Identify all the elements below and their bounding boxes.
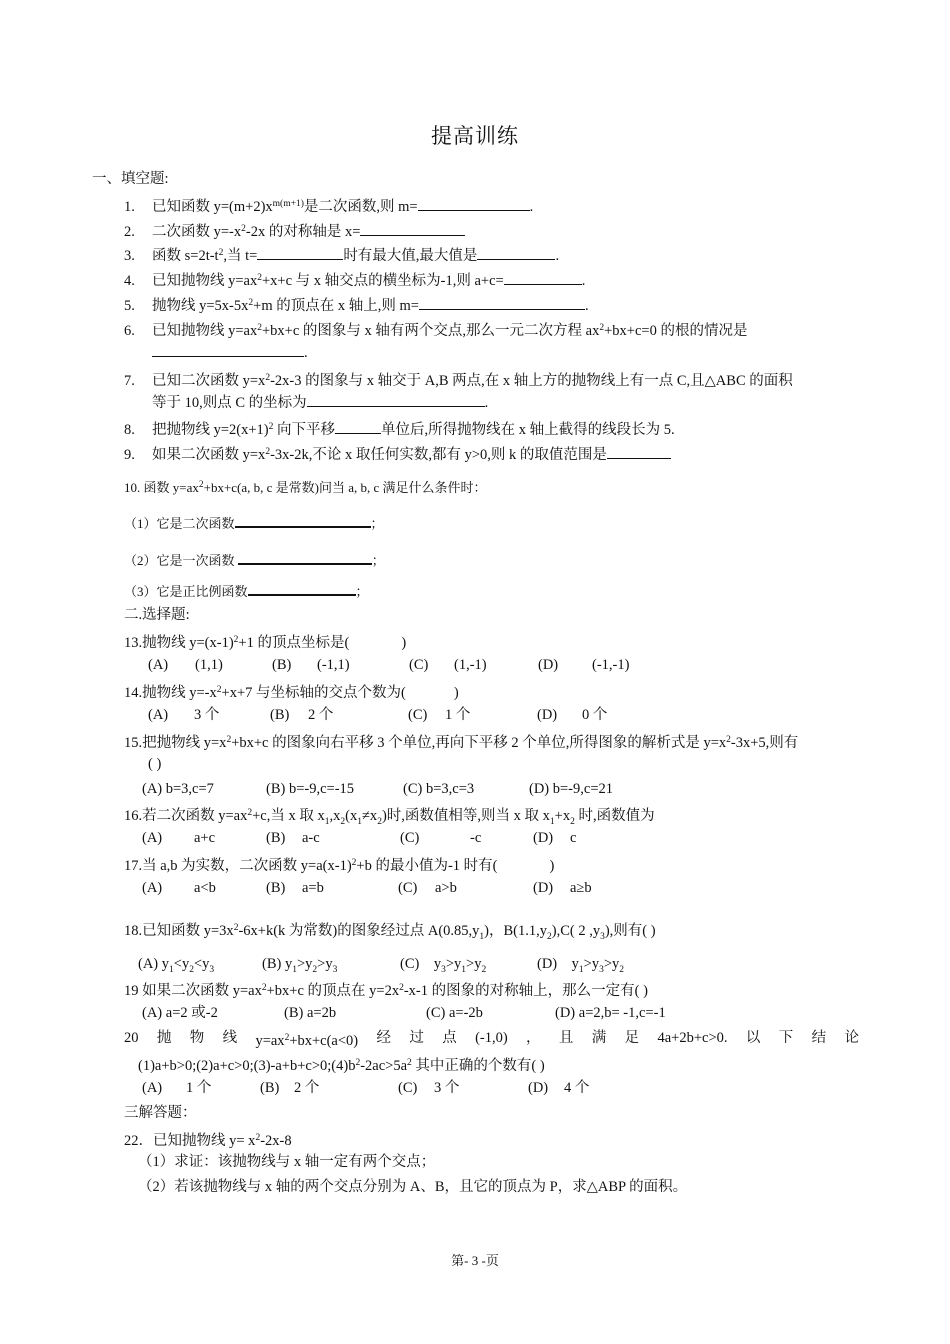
solve-question-22: 22．已知抛物线 $y= x^2-2x-8$ xyxy=(124,1133,292,1149)
fill-question-6-cont: . xyxy=(152,343,308,362)
fill-question-3: 3. 函数 $s=2t-t^2$,当 t= 时有最大值,最大值是 . xyxy=(124,248,560,264)
answer-blank[interactable] xyxy=(607,445,671,459)
document-page: 提高训练 一、填空题: 1. 已知函数 $y=(m+2)x^{m(m+1)}$是二次函数,则 m= . 2. 二次函数 $y=-x^2-2x$ 的对称轴是 x= 3. 函数 $s=2t-t^2$,当 t= 时有最大值,最大值是 . 4. 已知抛物线 $y=ax^2+x+c$ 与 x 轴交点的横坐标为-1,则 a+c= . 5. 抛物线 $y=5x-5x^2+m$ 的顶点在 x 轴上,则 m= . 6. 已知抛物线 $y=ax^2+bx+c$ 的图象与 x 轴有两个交点,那么一元二次方程 $ax^2+bx+c=0$ 的根的情况是 . 7. 已知二次函数 $y=x^2-2x-3$ 的图象与 x 轴交于 A,B 两点,在 x 轴上方的抛物线上有一点 C,且△ABC 的面积 等于 10,则点 C 的坐标为 . 8. 把抛物线 $y=2(x+1)^2$ 向下平移 单位后,所得抛物线在 x 轴上截得的线段长为 5. 9. 如果二次函数 $y=x^2-3x-2k$,不论 x 取任何实数,都有 y>0,则 k 的取值范围是 10. 函数 $y=ax^2+bx+c(a$, b, c 是常数)问当 a, b, c 满足什么条件时： （1）它是二次函数 ； （2）它是一次函数 ； （3）它是正比例函数 ； 二.选择题: 13.抛物线 $y=(x-1)^2+1$ 的顶点坐标是( ) (A) (1,1) (B) (-1,1) (C) (1,-1) (D) (-1,-1) 14.抛物线 $y=-x^2+x+7$ 与坐标轴的交点个数为( ) (A) 3 个 (B) 2 个 (C) 1 个 (D) 0 个 15.把抛物线 $y=x^2+bx+c$ 的图象向右平移 3 个单位,再向下平移 2 个单位,所得图象的解析式是 $y=x^2-3x+5$,则有 ( ) (A) b=3,c=7 (B) b=-9,c=-15 (C) b=3,c=3 (D) b=-9,c=21 16.若二次函数 $y=ax^2+c$,当 x 取 $x_1,x_2(x_1\ne x_2)$时,函数值相等,则当 x 取 $x_1+x_2$ 时,函数值为 (A) a+c (B) a-c (C) -c (D) c 17.当 a,b 为实数，二次函数 $y=a(x-1)^2+b$ 的最小值为-1 时有( ) (A) a<b (B) a=b (C) a>b (D) a≥b 18.已知函数 $y=3x^2-6x+k(k$ 为常数)的图象经过点 $A(0.85,y_1)$，$B(1.1,y_2),C$( 2 $,y_3$),则有( ) (A) $y_1<y_2<y_3$ (B) $y_1>y_2>y_3$ (C) $y_3>y_1>y_2$ (D) $y_1>y_3>y_2$ 19 如果二次函数 $y=ax^2+bx+c$ 的顶点在 $y=2x^2-x-1$ 的图象的对称轴上，那么一定有( ) (A) a=2 或-2 (B) a=2b (C) a=-2b (D) a=2,b= -1,c=-1 20 抛 物 线 $y=ax^2+bx+c(a<0)$ 经 过 点 (-1,0) ， 且 满 足 4a+2b+c>0. 以 下 结 论 $(1)a+b>0;(2)a+c>0;(3)-a+b+c>0;(4)b^2-2ac>5a^2$ 其中正确的个数有( ) (A) 1 个 (B) 2 个 (C) 3 个 (D) 4 个 三解答题： 22．已知抛物线 $y= x^2-2x-8$ （1）求证：该抛物线与 x 轴一定有两个交点； （2）若该抛物线与 x 轴的两个交点分别为 A、B，且它的顶点为 P，求△ABP 的面积。 第- 3 -页 xyxy=(0,0,950,1344)
answer-blank[interactable] xyxy=(248,581,356,596)
fill-question-10: 10. 函数 $y=ax^2+bx+c(a$, b, c 是常数)问当 a, b, c 满足什么条件时： xyxy=(124,480,487,495)
choice-question-20: 20 抛 物 线 $y=ax^2+bx+c(a<0)$ 经 过 点 (-1,0) ， 且 满 足 4a+2b+c>0. 以 下 结 论 xyxy=(124,1030,859,1049)
fill-question-9: 9. 如果二次函数 $y=x^2-3x-2k$,不论 x 取任何实数,都有 y>0,则 k 的取值范围是 xyxy=(124,443,671,464)
choice-question-16: 16.若二次函数 $y=ax^2+c$,当 x 取 $x_1,x_2(x_1\ne x_2)$时,函数值相等,则当 x 取 $x_1+x_2$ 时,函数值为 xyxy=(124,808,655,827)
answer-blank[interactable] xyxy=(307,393,485,407)
choice-question-14: 14.抛物线 $y=-x^2+x+7$ 与坐标轴的交点个数为( ) xyxy=(124,685,459,701)
page-title: 提高训练 xyxy=(431,124,519,148)
fill-question-8: 8. 把抛物线 $y=2(x+1)^2$ 向下平移 单位后,所得抛物线在 x 轴上截得的线段长为 5. xyxy=(124,422,675,438)
answer-blank[interactable] xyxy=(504,271,582,285)
fill-question-1: 1. 已知函数 $y=(m+2)x^{m(m+1)}$是二次函数,则 m= . xyxy=(124,199,534,215)
fill-question-10-part-3: （3）它是正比例函数 ； xyxy=(124,581,369,601)
choice-question-17: 17.当 a,b 为实数，二次函数 $y=a(x-1)^2+b$ 的最小值为-1 时有( ) xyxy=(124,858,555,874)
section-solve-heading: 三解答题： xyxy=(124,1105,197,1121)
fill-question-5: 5. 抛物线 $y=5x-5x^2+m$ 的顶点在 x 轴上,则 m= . xyxy=(124,298,589,314)
fill-question-2: 2. 二次函数 $y=-x^2-2x$ 的对称轴是 x= xyxy=(124,220,465,241)
answer-blank[interactable] xyxy=(152,343,304,357)
answer-blank[interactable] xyxy=(235,513,371,528)
page-footer: 第- 3 -页 xyxy=(451,1253,499,1268)
answer-blank[interactable] xyxy=(360,222,465,236)
fill-question-4: 4. 已知抛物线 $y=ax^2+x+c$ 与 x 轴交点的横坐标为-1,则 a+c= . xyxy=(124,273,586,289)
fill-question-7-cont: 等于 10,则点 C 的坐标为 . xyxy=(152,395,489,411)
fill-question-7: 7. 已知二次函数 $y=x^2-2x-3$ 的图象与 x 轴交于 A,B 两点,在 x 轴上方的抛物线上有一点 C,且△ABC 的面积 xyxy=(124,373,793,389)
choice-paren-15: ( ) xyxy=(148,756,162,772)
answer-blank[interactable] xyxy=(419,296,585,310)
answer-blank[interactable] xyxy=(418,197,530,211)
answer-blank[interactable] xyxy=(335,420,381,434)
choice-question-18: 18.已知函数 $y=3x^2-6x+k(k$ 为常数)的图象经过点 $A(0.85,y_1)$，$B(1.1,y_2),C$( 2 $,y_3$),则有( ) xyxy=(124,923,656,942)
answer-blank[interactable] xyxy=(477,246,555,260)
answer-blank[interactable] xyxy=(257,246,343,260)
section-choice-heading: 二.选择题: xyxy=(124,607,190,623)
solve-question-22-part-2: （2）若该抛物线与 x 轴的两个交点分别为 A、B，且它的顶点为 P，求△ABP 的面积。 xyxy=(138,1179,688,1195)
choice-question-13: 13.抛物线 $y=(x-1)^2+1$ 的顶点坐标是( ) xyxy=(124,635,407,651)
choice-question-20-cont: $(1)a+b>0;(2)a+c>0;(3)-a+b+c>0;(4)b^2-2ac>5a^2$ 其中正确的个数有( ) xyxy=(138,1058,545,1074)
fill-question-10-part-2: （2）它是一次函数 ； xyxy=(124,550,385,570)
choice-question-19: 19 如果二次函数 $y=ax^2+bx+c$ 的顶点在 $y=2x^2-x-1$ 的图象的对称轴上，那么一定有( ) xyxy=(124,983,648,999)
choice-question-15: 15.把抛物线 $y=x^2+bx+c$ 的图象向右平移 3 个单位,再向下平移 2 个单位,所得图象的解析式是 $y=x^2-3x+5$,则有 xyxy=(124,735,799,751)
answer-blank[interactable] xyxy=(238,550,372,565)
section-fill-heading: 一、填空题: xyxy=(92,171,169,187)
solve-question-22-part-1: （1）求证：该抛物线与 x 轴一定有两个交点； xyxy=(138,1154,436,1170)
fill-question-6: 6. 已知抛物线 $y=ax^2+bx+c$ 的图象与 x 轴有两个交点,那么一元二次方程 $ax^2+bx+c=0$ 的根的情况是 xyxy=(124,323,748,339)
fill-question-10-part-1: （1）它是二次函数 ； xyxy=(124,513,384,533)
